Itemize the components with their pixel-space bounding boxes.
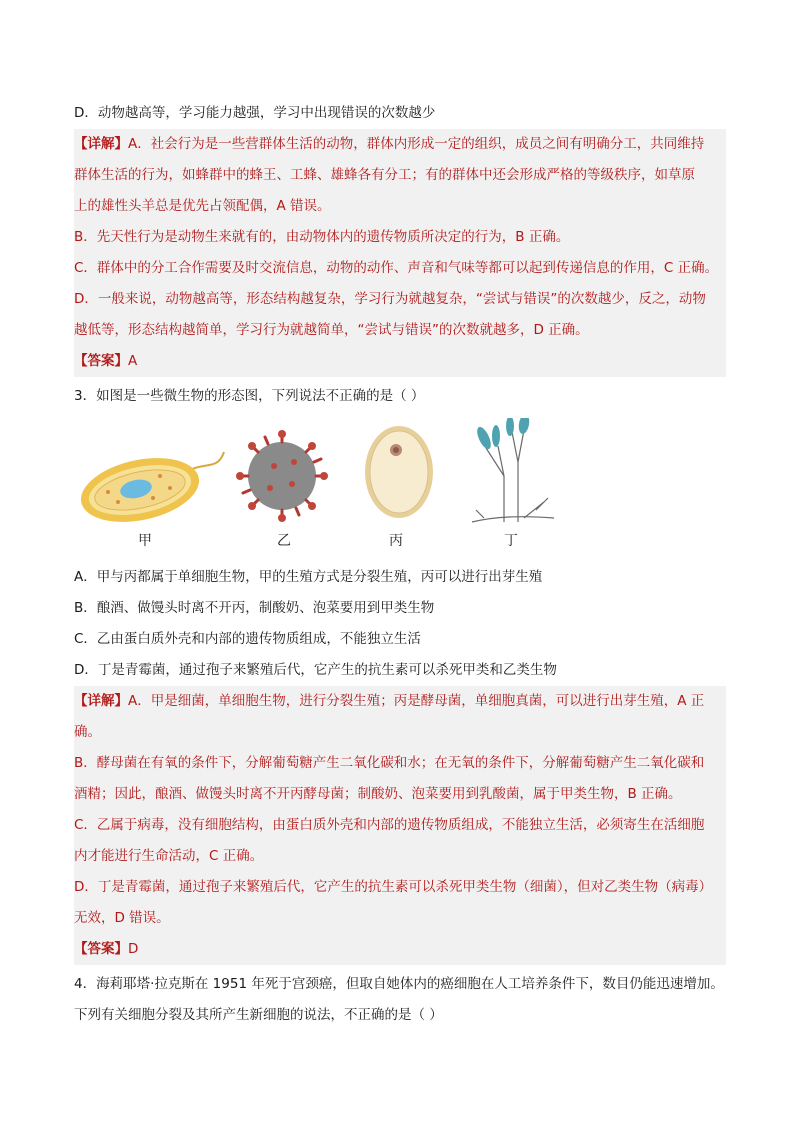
microbe-figure [74,418,726,556]
q4-stem-line: 下列有关细胞分裂及其所产生新细胞的说法，不正确的是（ ） [74,1007,443,1023]
q3-option-d: D．丁是青霉菌，通过孢子来繁殖后代，它产生的抗生素可以杀死甲类和乙类生物 [74,662,557,678]
q3-option-c: C．乙由蛋白质外壳和内部的遗传物质组成，不能独立生活 [74,631,421,647]
q3-analysis-line: 确。 [74,724,101,740]
q3-analysis-line: 内才能进行生命活动，C 正确。 [74,848,264,864]
q2-analysis-line: D．一般来说，动物越高等，形态结构越复杂，学习行为就越复杂，“尝试与错误”的次数越少，反之，动物 [74,291,706,307]
q2-answer: 【答案】A [74,353,138,369]
q3-option-a: A．甲与丙都属于单细胞生物，甲的生殖方式是分裂生殖，丙可以进行出芽生殖 [74,569,543,585]
q3-option-b: B．酿酒、做馒头时离不开丙，制酸奶、泡菜要用到甲类生物 [74,600,435,616]
q2-analysis-line: 越低等，形态结构越简单，学习行为就越简单，“尝试与错误”的次数就越多，D 正确。 [74,322,589,338]
figure-label-jia: 甲 [138,533,152,549]
virus-image [234,428,330,528]
answer-tag: 【答案】 [74,353,128,369]
q3-analysis-line: D．丁是青霉菌，通过孢子来繁殖后代，它产生的抗生素可以杀死甲类生物（细菌），但对乙类生物（病毒） [74,879,713,895]
q2-analysis-line: 【详解】A．社会行为是一些营群体生活的动物，群体内形成一定的组织，成员之间有明确分工，共同维持 [74,136,705,152]
bacterium-image [78,440,228,528]
q3-analysis-line: 无效，D 错误。 [74,910,170,926]
q3-analysis-line: 酒精；因此，酿酒、做馒头时离不开丙酵母菌；制酸奶、泡菜要用到乳酸菌，属于甲类生物，B 正确。 [74,786,682,802]
figure-label-yi: 乙 [277,533,291,549]
q4-stem-line: 4．海莉耶塔·拉克斯在 1951 年死于宫颈癌，但取自她体内的癌细胞在人工培养条件下，数目仍能迅速增加。 [74,976,724,992]
page-content [74,98,726,1031]
answer-tag: 【答案】 [74,941,128,957]
figure-label-bing: 丙 [389,533,403,549]
figure-label-ding: 丁 [504,533,518,549]
yeast-image [362,422,436,526]
q2-analysis-line: 群体生活的行为，如蜂群中的蜂王、工蜂、雄蜂各有分工；有的群体中还会形成严格的等级秩序，如草原 [74,167,695,183]
q2-analysis-line: B．先天性行为是动物生来就有的，由动物体内的遗传物质所决定的行为，B 正确。 [74,229,570,245]
penicillium-image [464,418,560,532]
q3-analysis-line: 【详解】A．甲是细菌，单细胞生物，进行分裂生殖；丙是酵母菌，单细胞真菌，可以进行出芽生殖，A 正 [74,693,705,709]
analysis-tag: 【详解】 [74,693,128,709]
q2-analysis-line: 上的雄性头羊总是优先占领配偶，A 错误。 [74,198,331,214]
q3-analysis-block [74,686,726,965]
q3-analysis-line: B．酵母菌在有氧的条件下，分解葡萄糖产生二氧化碳和水；在无氧的条件下，分解葡萄糖产生二氧化碳和 [74,755,705,771]
analysis-tag: 【详解】 [74,136,128,152]
q3-stem: 3．如图是一些微生物的形态图，下列说法不正确的是（ ） [74,388,425,404]
q2-analysis-block [74,129,726,377]
q3-analysis-line: C．乙属于病毒，没有细胞结构，由蛋白质外壳和内部的遗传物质组成，不能独立生活，必须寄生在活细胞 [74,817,705,833]
q2-analysis-line: C．群体中的分工合作需要及时交流信息，动物的动作、声音和气味等都可以起到传递信息的作用，C 正确。 [74,260,719,276]
q2-option-d: D．动物越高等，学习能力越强，学习中出现错误的次数越少 [74,105,436,121]
q3-answer: 【答案】D [74,941,139,957]
